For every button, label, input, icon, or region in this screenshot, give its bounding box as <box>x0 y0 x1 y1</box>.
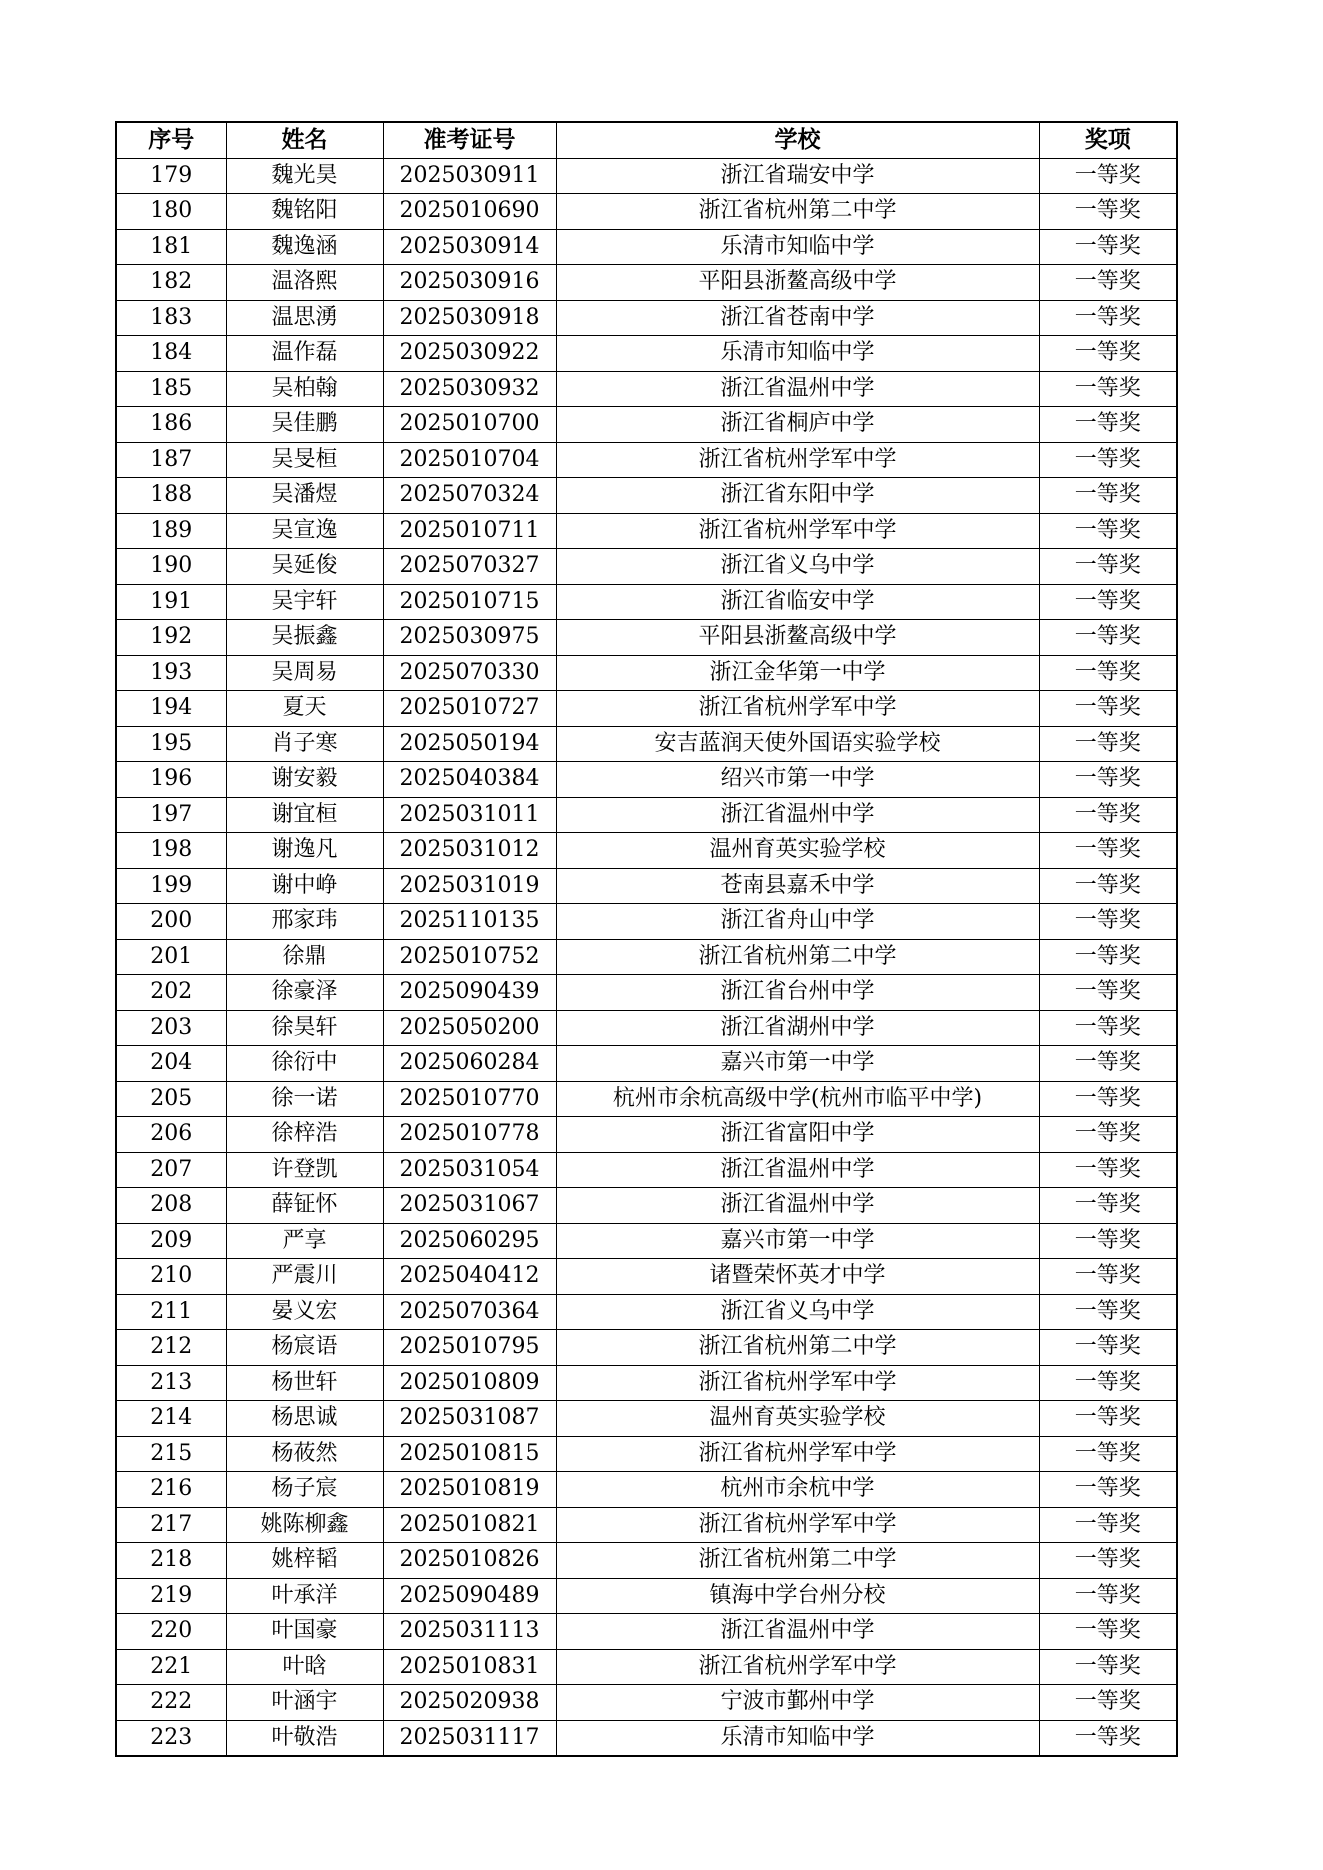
cell-name: 杨莜然 <box>226 1436 383 1472</box>
cell-serial: 216 <box>116 1472 226 1508</box>
cell-name: 叶涵宇 <box>226 1685 383 1721</box>
header-award: 奖项 <box>1039 122 1177 158</box>
cell-school: 苍南县嘉禾中学 <box>556 868 1039 904</box>
table-row <box>116 726 1177 762</box>
cell-name: 叶国豪 <box>226 1614 383 1650</box>
table-body <box>116 158 1177 1756</box>
cell-name: 杨思诚 <box>226 1401 383 1437</box>
cell-name: 吴柏翰 <box>226 371 383 407</box>
cell-school: 平阳县浙鳌高级中学 <box>556 265 1039 301</box>
cell-exam-id: 2025070364 <box>383 1294 556 1330</box>
cell-serial: 222 <box>116 1685 226 1721</box>
cell-exam-id: 2025031012 <box>383 833 556 869</box>
cell-serial: 217 <box>116 1507 226 1543</box>
cell-school: 浙江省杭州学军中学 <box>556 691 1039 727</box>
cell-award: 一等奖 <box>1039 868 1177 904</box>
cell-name: 谢安毅 <box>226 762 383 798</box>
cell-exam-id: 2025050200 <box>383 1010 556 1046</box>
cell-name: 吴周易 <box>226 655 383 691</box>
cell-exam-id: 2025070324 <box>383 478 556 514</box>
cell-serial: 195 <box>116 726 226 762</box>
cell-award: 一等奖 <box>1039 1720 1177 1756</box>
table-row <box>116 620 1177 656</box>
cell-name: 许登凯 <box>226 1152 383 1188</box>
table-row <box>116 904 1177 940</box>
cell-award: 一等奖 <box>1039 336 1177 372</box>
cell-school: 杭州市余杭高级中学(杭州市临平中学) <box>556 1081 1039 1117</box>
cell-award: 一等奖 <box>1039 194 1177 230</box>
cell-exam-id: 2025031113 <box>383 1614 556 1650</box>
cell-name: 徐昊轩 <box>226 1010 383 1046</box>
header-serial: 序号 <box>116 122 226 158</box>
cell-exam-id: 2025010715 <box>383 584 556 620</box>
cell-name: 魏光昊 <box>226 158 383 194</box>
cell-serial: 208 <box>116 1188 226 1224</box>
cell-serial: 202 <box>116 975 226 1011</box>
table-row <box>116 407 1177 443</box>
cell-name: 邢家玮 <box>226 904 383 940</box>
cell-school: 浙江省杭州学军中学 <box>556 1507 1039 1543</box>
table-row <box>116 797 1177 833</box>
table-row <box>116 1152 1177 1188</box>
header-school: 学校 <box>556 122 1039 158</box>
cell-school: 浙江省瑞安中学 <box>556 158 1039 194</box>
cell-serial: 193 <box>116 655 226 691</box>
cell-serial: 183 <box>116 300 226 336</box>
cell-serial: 218 <box>116 1543 226 1579</box>
cell-serial: 179 <box>116 158 226 194</box>
cell-award: 一等奖 <box>1039 1685 1177 1721</box>
cell-exam-id: 2025031067 <box>383 1188 556 1224</box>
table-row <box>116 1401 1177 1437</box>
cell-name: 徐鼎 <box>226 939 383 975</box>
cell-name: 吴潘煜 <box>226 478 383 514</box>
table-row <box>116 265 1177 301</box>
table-row <box>116 1614 1177 1650</box>
table-row <box>116 442 1177 478</box>
cell-school: 浙江省温州中学 <box>556 1614 1039 1650</box>
cell-exam-id: 2025010727 <box>383 691 556 727</box>
cell-name: 谢逸凡 <box>226 833 383 869</box>
cell-name: 叶晗 <box>226 1649 383 1685</box>
cell-exam-id: 2025010819 <box>383 1472 556 1508</box>
cell-school: 安吉蓝润天使外国语实验学校 <box>556 726 1039 762</box>
cell-name: 姚陈柳鑫 <box>226 1507 383 1543</box>
cell-serial: 186 <box>116 407 226 443</box>
cell-exam-id: 2025010704 <box>383 442 556 478</box>
table-row <box>116 1365 1177 1401</box>
cell-serial: 220 <box>116 1614 226 1650</box>
cell-school: 乐清市知临中学 <box>556 1720 1039 1756</box>
table-row <box>116 1685 1177 1721</box>
cell-exam-id: 2025070327 <box>383 549 556 585</box>
table-row <box>116 1259 1177 1295</box>
cell-school: 绍兴市第一中学 <box>556 762 1039 798</box>
table-row <box>116 1720 1177 1756</box>
cell-award: 一等奖 <box>1039 1649 1177 1685</box>
cell-exam-id: 2025030916 <box>383 265 556 301</box>
cell-award: 一等奖 <box>1039 655 1177 691</box>
cell-exam-id: 2025010770 <box>383 1081 556 1117</box>
cell-exam-id: 2025030911 <box>383 158 556 194</box>
cell-exam-id: 2025010815 <box>383 1436 556 1472</box>
cell-exam-id: 2025031019 <box>383 868 556 904</box>
cell-exam-id: 2025010690 <box>383 194 556 230</box>
cell-serial: 206 <box>116 1117 226 1153</box>
cell-name: 杨世轩 <box>226 1365 383 1401</box>
cell-serial: 221 <box>116 1649 226 1685</box>
cell-school: 镇海中学台州分校 <box>556 1578 1039 1614</box>
table-row <box>116 1543 1177 1579</box>
cell-name: 吴宇轩 <box>226 584 383 620</box>
cell-award: 一等奖 <box>1039 1223 1177 1259</box>
cell-serial: 197 <box>116 797 226 833</box>
cell-name: 杨宸语 <box>226 1330 383 1366</box>
cell-award: 一等奖 <box>1039 1046 1177 1082</box>
cell-name: 温思湧 <box>226 300 383 336</box>
cell-award: 一等奖 <box>1039 229 1177 265</box>
table-row <box>116 194 1177 230</box>
cell-serial: 223 <box>116 1720 226 1756</box>
cell-award: 一等奖 <box>1039 620 1177 656</box>
cell-school: 浙江省义乌中学 <box>556 549 1039 585</box>
table-row <box>116 1436 1177 1472</box>
cell-name: 杨子宸 <box>226 1472 383 1508</box>
cell-award: 一等奖 <box>1039 1294 1177 1330</box>
cell-award: 一等奖 <box>1039 1259 1177 1295</box>
cell-name: 魏逸涵 <box>226 229 383 265</box>
cell-name: 谢中峥 <box>226 868 383 904</box>
table-row <box>116 833 1177 869</box>
cell-school: 浙江省温州中学 <box>556 1152 1039 1188</box>
cell-serial: 201 <box>116 939 226 975</box>
cell-exam-id: 2025031087 <box>383 1401 556 1437</box>
table-row <box>116 1649 1177 1685</box>
cell-award: 一等奖 <box>1039 1578 1177 1614</box>
cell-exam-id: 2025010795 <box>383 1330 556 1366</box>
cell-name: 魏铭阳 <box>226 194 383 230</box>
cell-award: 一等奖 <box>1039 1188 1177 1224</box>
cell-serial: 190 <box>116 549 226 585</box>
table-row <box>116 513 1177 549</box>
table-row <box>116 549 1177 585</box>
cell-school: 浙江省义乌中学 <box>556 1294 1039 1330</box>
table-row <box>116 478 1177 514</box>
table-row <box>116 158 1177 194</box>
cell-award: 一等奖 <box>1039 1436 1177 1472</box>
cell-award: 一等奖 <box>1039 904 1177 940</box>
cell-award: 一等奖 <box>1039 1401 1177 1437</box>
cell-award: 一等奖 <box>1039 1330 1177 1366</box>
cell-school: 浙江省台州中学 <box>556 975 1039 1011</box>
cell-serial: 184 <box>116 336 226 372</box>
table-row <box>116 868 1177 904</box>
table-row <box>116 229 1177 265</box>
cell-school: 乐清市知临中学 <box>556 229 1039 265</box>
cell-name: 谢宜桓 <box>226 797 383 833</box>
cell-exam-id: 2025010752 <box>383 939 556 975</box>
cell-award: 一等奖 <box>1039 1081 1177 1117</box>
cell-exam-id: 2025030932 <box>383 371 556 407</box>
cell-exam-id: 2025030922 <box>383 336 556 372</box>
cell-award: 一等奖 <box>1039 726 1177 762</box>
cell-award: 一等奖 <box>1039 1365 1177 1401</box>
cell-award: 一等奖 <box>1039 1472 1177 1508</box>
header-row <box>116 122 1177 158</box>
cell-serial: 187 <box>116 442 226 478</box>
cell-exam-id: 2025040384 <box>383 762 556 798</box>
cell-name: 徐梓浩 <box>226 1117 383 1153</box>
cell-serial: 185 <box>116 371 226 407</box>
cell-award: 一等奖 <box>1039 371 1177 407</box>
cell-serial: 214 <box>116 1401 226 1437</box>
table-row <box>116 1046 1177 1082</box>
cell-award: 一等奖 <box>1039 1507 1177 1543</box>
table-row <box>116 584 1177 620</box>
cell-school: 浙江省温州中学 <box>556 1188 1039 1224</box>
cell-award: 一等奖 <box>1039 1117 1177 1153</box>
cell-school: 浙江省桐庐中学 <box>556 407 1039 443</box>
cell-award: 一等奖 <box>1039 584 1177 620</box>
cell-serial: 198 <box>116 833 226 869</box>
table-row <box>116 1223 1177 1259</box>
cell-award: 一等奖 <box>1039 478 1177 514</box>
cell-school: 浙江省杭州第二中学 <box>556 194 1039 230</box>
cell-exam-id: 2025090439 <box>383 975 556 1011</box>
cell-name: 严震川 <box>226 1259 383 1295</box>
cell-exam-id: 2025110135 <box>383 904 556 940</box>
cell-serial: 189 <box>116 513 226 549</box>
table-row <box>116 1188 1177 1224</box>
cell-award: 一等奖 <box>1039 939 1177 975</box>
cell-exam-id: 2025070330 <box>383 655 556 691</box>
cell-name: 温作磊 <box>226 336 383 372</box>
cell-school: 浙江省温州中学 <box>556 797 1039 833</box>
cell-award: 一等奖 <box>1039 1543 1177 1579</box>
cell-school: 平阳县浙鳌高级中学 <box>556 620 1039 656</box>
cell-award: 一等奖 <box>1039 833 1177 869</box>
cell-award: 一等奖 <box>1039 797 1177 833</box>
cell-school: 诸暨荣怀英才中学 <box>556 1259 1039 1295</box>
cell-award: 一等奖 <box>1039 691 1177 727</box>
cell-name: 严享 <box>226 1223 383 1259</box>
header-name: 姓名 <box>226 122 383 158</box>
cell-name: 温洛熙 <box>226 265 383 301</box>
cell-exam-id: 2025031117 <box>383 1720 556 1756</box>
cell-school: 宁波市鄞州中学 <box>556 1685 1039 1721</box>
cell-serial: 219 <box>116 1578 226 1614</box>
table-row <box>116 975 1177 1011</box>
cell-school: 嘉兴市第一中学 <box>556 1046 1039 1082</box>
cell-award: 一等奖 <box>1039 158 1177 194</box>
table-row <box>116 336 1177 372</box>
cell-serial: 212 <box>116 1330 226 1366</box>
cell-school: 浙江省杭州学军中学 <box>556 1649 1039 1685</box>
cell-award: 一等奖 <box>1039 442 1177 478</box>
cell-name: 吴延俊 <box>226 549 383 585</box>
cell-serial: 211 <box>116 1294 226 1330</box>
cell-school: 乐清市知临中学 <box>556 336 1039 372</box>
cell-serial: 182 <box>116 265 226 301</box>
table-row <box>116 762 1177 798</box>
cell-serial: 213 <box>116 1365 226 1401</box>
cell-serial: 196 <box>116 762 226 798</box>
cell-exam-id: 2025031054 <box>383 1152 556 1188</box>
cell-school: 浙江省杭州学军中学 <box>556 1365 1039 1401</box>
cell-serial: 192 <box>116 620 226 656</box>
cell-school: 嘉兴市第一中学 <box>556 1223 1039 1259</box>
cell-name: 吴旻桓 <box>226 442 383 478</box>
cell-exam-id: 2025031011 <box>383 797 556 833</box>
cell-exam-id: 2025030918 <box>383 300 556 336</box>
cell-school: 浙江省杭州学军中学 <box>556 1436 1039 1472</box>
cell-school: 温州育英实验学校 <box>556 833 1039 869</box>
cell-serial: 191 <box>116 584 226 620</box>
cell-name: 肖子寒 <box>226 726 383 762</box>
cell-school: 浙江省苍南中学 <box>556 300 1039 336</box>
table-row <box>116 1010 1177 1046</box>
cell-exam-id: 2025090489 <box>383 1578 556 1614</box>
table-row <box>116 300 1177 336</box>
cell-serial: 205 <box>116 1081 226 1117</box>
cell-name: 徐豪泽 <box>226 975 383 1011</box>
cell-school: 杭州市余杭中学 <box>556 1472 1039 1508</box>
cell-school: 浙江省舟山中学 <box>556 904 1039 940</box>
cell-school: 浙江省东阳中学 <box>556 478 1039 514</box>
cell-serial: 188 <box>116 478 226 514</box>
cell-award: 一等奖 <box>1039 1614 1177 1650</box>
cell-exam-id: 2025010809 <box>383 1365 556 1401</box>
cell-exam-id: 2025040412 <box>383 1259 556 1295</box>
cell-name: 薛钲怀 <box>226 1188 383 1224</box>
cell-serial: 204 <box>116 1046 226 1082</box>
cell-award: 一等奖 <box>1039 1152 1177 1188</box>
cell-exam-id: 2025010826 <box>383 1543 556 1579</box>
cell-name: 吴宣逸 <box>226 513 383 549</box>
cell-school: 浙江省临安中学 <box>556 584 1039 620</box>
cell-exam-id: 2025010821 <box>383 1507 556 1543</box>
table-row <box>116 1294 1177 1330</box>
cell-serial: 194 <box>116 691 226 727</box>
cell-award: 一等奖 <box>1039 975 1177 1011</box>
table-row <box>116 1578 1177 1614</box>
cell-serial: 203 <box>116 1010 226 1046</box>
cell-exam-id: 2025060284 <box>383 1046 556 1082</box>
cell-exam-id: 2025010778 <box>383 1117 556 1153</box>
table-row <box>116 1117 1177 1153</box>
cell-award: 一等奖 <box>1039 265 1177 301</box>
cell-school: 浙江省杭州第二中学 <box>556 1543 1039 1579</box>
cell-serial: 200 <box>116 904 226 940</box>
table-row <box>116 1507 1177 1543</box>
cell-serial: 199 <box>116 868 226 904</box>
cell-school: 浙江省温州中学 <box>556 371 1039 407</box>
cell-name: 叶敬浩 <box>226 1720 383 1756</box>
cell-school: 浙江省杭州第二中学 <box>556 939 1039 975</box>
cell-award: 一等奖 <box>1039 549 1177 585</box>
table-row <box>116 655 1177 691</box>
cell-name: 吴佳鹏 <box>226 407 383 443</box>
cell-serial: 180 <box>116 194 226 230</box>
cell-name: 姚梓韬 <box>226 1543 383 1579</box>
cell-name: 叶承洋 <box>226 1578 383 1614</box>
cell-school: 浙江省富阳中学 <box>556 1117 1039 1153</box>
cell-award: 一等奖 <box>1039 762 1177 798</box>
cell-serial: 209 <box>116 1223 226 1259</box>
table-row <box>116 691 1177 727</box>
cell-name: 吴振鑫 <box>226 620 383 656</box>
cell-exam-id: 2025050194 <box>383 726 556 762</box>
cell-school: 浙江金华第一中学 <box>556 655 1039 691</box>
cell-school: 浙江省杭州第二中学 <box>556 1330 1039 1366</box>
cell-serial: 210 <box>116 1259 226 1295</box>
cell-school: 浙江省湖州中学 <box>556 1010 1039 1046</box>
cell-school: 浙江省杭州学军中学 <box>556 442 1039 478</box>
cell-name: 晏义宏 <box>226 1294 383 1330</box>
cell-exam-id: 2025030975 <box>383 620 556 656</box>
cell-name: 夏天 <box>226 691 383 727</box>
cell-exam-id: 2025010831 <box>383 1649 556 1685</box>
cell-exam-id: 2025060295 <box>383 1223 556 1259</box>
cell-name: 徐衍中 <box>226 1046 383 1082</box>
cell-name: 徐一诺 <box>226 1081 383 1117</box>
cell-school: 温州育英实验学校 <box>556 1401 1039 1437</box>
cell-award: 一等奖 <box>1039 300 1177 336</box>
cell-exam-id: 2025030914 <box>383 229 556 265</box>
cell-serial: 215 <box>116 1436 226 1472</box>
cell-award: 一等奖 <box>1039 1010 1177 1046</box>
cell-exam-id: 2025010711 <box>383 513 556 549</box>
table-row <box>116 1330 1177 1366</box>
cell-serial: 181 <box>116 229 226 265</box>
header-exam-id: 准考证号 <box>383 122 556 158</box>
table-row <box>116 939 1177 975</box>
table-row <box>116 1081 1177 1117</box>
table-row <box>116 1472 1177 1508</box>
award-table <box>115 121 1178 1757</box>
cell-serial: 207 <box>116 1152 226 1188</box>
cell-exam-id: 2025020938 <box>383 1685 556 1721</box>
table-row <box>116 371 1177 407</box>
cell-exam-id: 2025010700 <box>383 407 556 443</box>
cell-school: 浙江省杭州学军中学 <box>556 513 1039 549</box>
cell-award: 一等奖 <box>1039 407 1177 443</box>
cell-award: 一等奖 <box>1039 513 1177 549</box>
